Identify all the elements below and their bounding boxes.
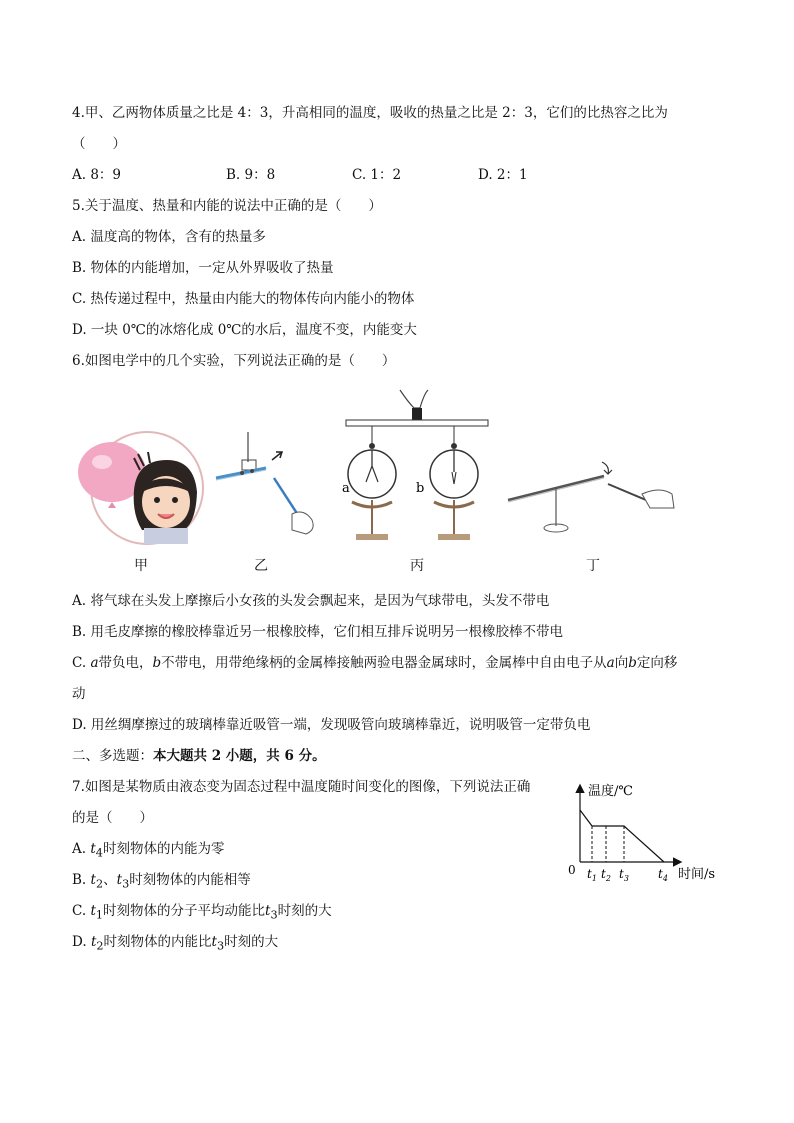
q5-option-c: C. 热传递过程中，热量由内能大的物体传向内能小的物体 — [72, 291, 415, 307]
q4-option-a: A. 8：9 — [72, 167, 122, 183]
y-axis-label: 温度/℃ — [588, 784, 633, 799]
caption-jia: 甲 — [134, 558, 148, 574]
cooling-curve — [580, 810, 664, 862]
q4-paren: （ ） — [72, 136, 126, 152]
section-2-header: 二、多选题：本大题共 2 小题，共 6 分。 — [72, 748, 326, 764]
q7-option-a: A. $t_4$时刻物体的内能为零 — [72, 841, 225, 860]
caption-yi: 乙 — [254, 558, 268, 574]
q7-stem-line2: 的是（ ） — [72, 810, 153, 826]
q5-option-a: A. 温度高的物体，含有的热量多 — [72, 229, 266, 245]
figure-yi-straw — [212, 430, 322, 540]
q4-option-d: D. 2：1 — [478, 167, 528, 183]
q6-option-d: D. 用丝绸摩擦过的玻璃棒靠近吸管一端，发现吸管向玻璃棒靠近，说明吸管一定带负电 — [72, 717, 591, 733]
q6-option-b: B. 用毛皮摩擦的橡胶棒靠近另一根橡胶棒，它们相互排斥说明另一根橡胶棒不带电 — [72, 624, 564, 640]
figure-bing-electroscopes — [338, 388, 498, 548]
q7-stem-line1: 7.如图是某物质由液态变为固态过程中温度随时间变化的图像，下列说法正确 — [72, 779, 531, 795]
x-axis-label: 时间/s — [678, 867, 716, 882]
tick-t3: $t_3$ — [619, 867, 629, 883]
q6-option-a: A. 将气球在头发上摩擦后小女孩的头发会飘起来，是因为气球带电，头发不带电 — [72, 593, 550, 609]
q6-option-c-cont: 动 — [72, 686, 86, 702]
tick-t2: $t_2$ — [601, 867, 611, 883]
q4-option-c: C. 1：2 — [352, 167, 402, 183]
electroscope-label-b: b — [416, 481, 425, 496]
electroscope-label-a: a — [342, 481, 350, 496]
q6-option-c: C. a带负电，b不带电，用带绝缘柄的金属棒接触两验电器金属球时，金属棒中自由电子从a向b定向移 — [72, 655, 678, 671]
caption-ding: 丁 — [586, 558, 600, 574]
q7-option-c: C. $t_1$时刻物体的分子平均动能比$t_3$时刻的大 — [72, 903, 332, 922]
figure-jia-balloon-girl — [72, 430, 212, 550]
q4-stem: 4.甲、乙两物体质量之比是 4：3，升高相同的温度，吸收的热量之比是 2：3，它们的比热容之比为 — [72, 105, 668, 121]
q7-option-b: B. $t_2$、$t_3$时刻物体的内能相等 — [72, 872, 251, 891]
q5-option-d: D. 一块 0℃的冰熔化成 0℃的水后，温度不变，内能变大 — [72, 322, 417, 338]
q7-cooling-graph — [562, 782, 732, 886]
q7-option-d: D. $t_2$时刻物体的内能比$t_3$时刻的大 — [72, 934, 279, 953]
q5-option-b: B. 物体的内能增加，一定从外界吸收了热量 — [72, 260, 334, 276]
q4-option-b: B. 9：8 — [226, 167, 276, 183]
figure-ding-straw-rod — [504, 448, 680, 538]
q6-stem: 6.如图电学中的几个实验，下列说法正确的是（ ） — [72, 353, 396, 369]
q5-stem: 5.关于温度、热量和内能的说法中正确的是（ ） — [72, 198, 382, 214]
caption-bing: 丙 — [410, 558, 424, 574]
origin-label: 0 — [568, 863, 576, 877]
tick-t4: $t_4$ — [658, 867, 668, 883]
tick-t1: $t_1$ — [587, 867, 597, 883]
